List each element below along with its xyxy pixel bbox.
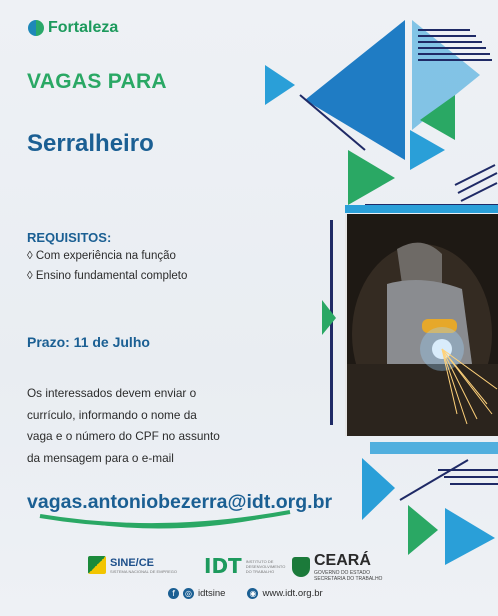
headline: VAGAS PARA (27, 70, 167, 93)
ceara-subtitle-2: SECRETARIA DO TRABALHO (314, 576, 383, 582)
instagram-icon[interactable]: ◎ (183, 588, 194, 599)
requirement-item: ◊ Ensino fundamental completo (27, 270, 188, 282)
photo-frame-bar (345, 205, 498, 213)
requirement-item: ◊ Com experiência na função (27, 250, 176, 262)
job-role: Serralheiro (27, 130, 154, 157)
facebook-icon[interactable]: f (168, 588, 179, 599)
social-footer (168, 588, 323, 599)
triangle-shape (305, 20, 405, 160)
partner-logos (0, 548, 498, 588)
idt-mark: IDT (204, 554, 242, 578)
sine-logo (88, 556, 177, 574)
welder-photo (345, 214, 498, 436)
accent-line (400, 460, 468, 500)
ceara-crest-icon (292, 557, 310, 577)
ceara-subtitle: GOVERNO DO ESTADO (314, 570, 371, 576)
city-name: Fortaleza (48, 19, 119, 36)
deadline: Prazo: 11 de Julho (27, 334, 150, 350)
photo-frame-bar (370, 442, 498, 454)
instructions-text (27, 383, 267, 469)
triangle-shape (322, 300, 336, 335)
ceara-name: CEARÁ (314, 552, 371, 569)
instruction-line: da mensagem para o e-mail (27, 450, 174, 465)
website-link[interactable]: www.idt.org.br (262, 588, 323, 599)
requirements-list (27, 246, 187, 286)
sine-flag-icon (88, 556, 106, 574)
sine-name: SINE/CE (110, 556, 155, 569)
instruction-line: vaga e o número do CPF no assunto (27, 429, 220, 443)
location-dot-icon (28, 20, 44, 36)
idt-subtitle: INSTITUTO DE DESENVOLVIMENTO DO TRABALHO (245, 558, 286, 574)
instruction-line: currículo, informando o nome da (27, 407, 197, 422)
globe-icon: ◉ (247, 588, 258, 599)
striped-lines (455, 165, 497, 201)
social-handle[interactable]: idtsine (198, 588, 226, 599)
triangle-shape (348, 150, 395, 205)
welder-illustration (347, 214, 498, 436)
contact-email[interactable]: vagas.antoniobezerra@idt.org.br (27, 491, 333, 513)
city-brand (28, 19, 118, 37)
idt-logo (204, 554, 286, 578)
instruction-line: Os interessados devem enviar o (27, 386, 197, 400)
requirements-title: REQUISITOS: (27, 230, 112, 245)
triangle-shape (265, 65, 295, 105)
triangle-shape (362, 458, 395, 520)
ceara-logo (292, 552, 382, 582)
sine-subtitle: SISTEMA NACIONAL DE EMPREGO (110, 568, 177, 574)
triangle-shape (410, 130, 445, 170)
